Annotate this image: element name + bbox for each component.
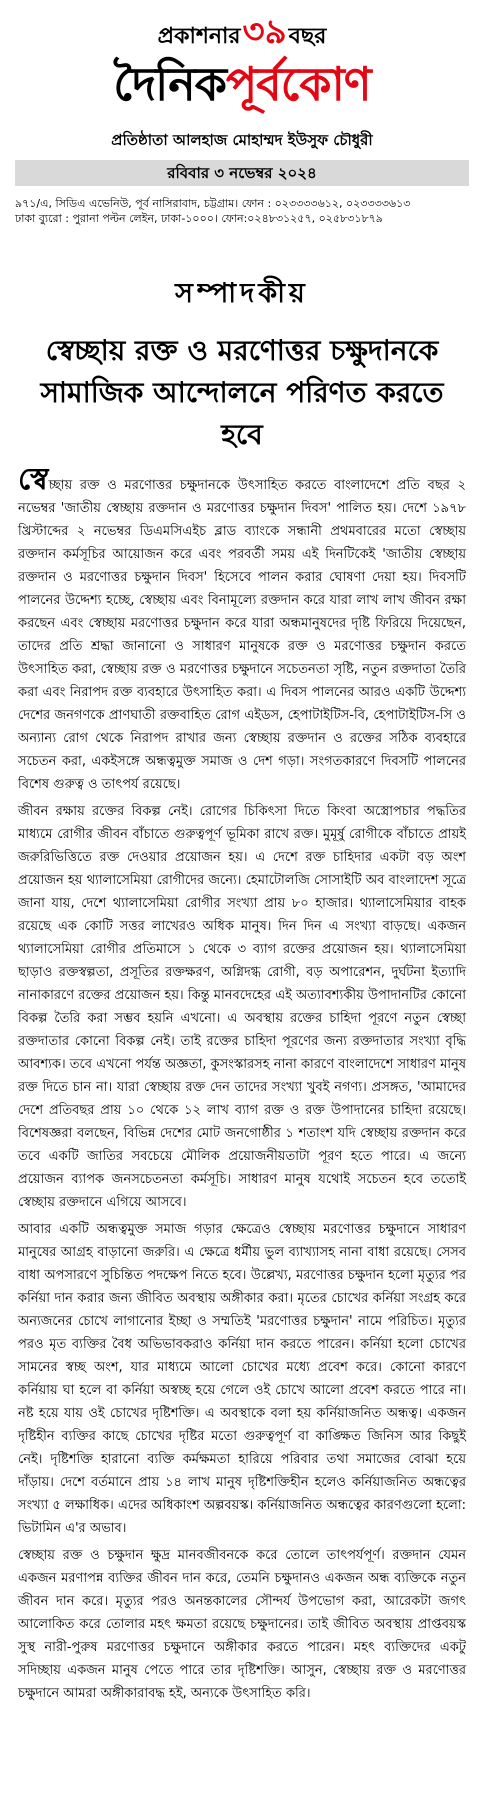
date-bar	[15, 160, 469, 186]
issue-date: রবিবার ৩ নভেম্বর ২০২৪	[167, 164, 317, 182]
anniversary-suffix: বছর	[288, 23, 327, 49]
brand-red: পূর্বকোণ	[225, 57, 371, 111]
paragraph-1-text: চ্ছায় রক্ত ও মরণোত্তর চক্ষুদানকে উৎসাহিত করতে বাংলাদেশে প্রতি বছর ২ নভেম্বর 'জাতীয় স্বেচ্ছায় রক্তদান ও মরণোত্তর চক্ষুদান দিবস' পালিত হয়। দেশে ১৯৭৮ খ্রিস্টাব্দের ২ নভেম্বর ডিএমসিএইচ ব্লাড ব্যাংকে সন্ধানী প্রথমবারের মতো স্বেচ্ছায় রক্তদান কর্মসূচির আয়োজন করে এবং পরবর্তী সময় এই দিনটিকেই 'জাতীয় স্বেচ্ছায় রক্তদান ও মরণোত্তর চক্ষুদান দিবস' হিসেবে পালন করার ঘোষণা দেয়া হয়। দিবসটি পালনের উদ্দেশ্য হচ্ছে, স্বেচ্ছায় এবং বিনামূল্যে রক্তদান করে যারা লাখ লাখ জীবন রক্ষা করছেন এবং স্বেচ্ছায় মরণোত্তর চক্ষুদান করে যারা অন্ধমানুষদের দৃষ্টি ফিরিয়ে দিয়েছেন, তাদের প্রতি শ্রদ্ধা জানানো ও সাধারণ মানুষকে রক্ত ও মরণোত্তর চক্ষুদান করতে উৎসাহিত করা, স্বেচ্ছায় রক্ত ও মরণোত্তর চক্ষুদানে সচেতনতা সৃষ্টি, নতুন রক্তদাতা তৈরি করা এবং নিরাপদ রক্ত ব্যবহারে উৎসাহিত করা। এ দিবস পালনের আরও একটি উদ্দেশ্য দেশের জনগণকে প্রাণঘাতী রক্তবাহিত রোগ এইডস, হেপাটাইটিস-বি, হেপাটাইটিস-সি ও অন্যান্য রোগ থেকে নিরাপদ রাখার জন্য স্বেচ্ছায় রক্তদান ও রক্তের সঠিক ব্যবহারে সচেতন করা, একইসঙ্গে অন্ধত্বমুক্ত সমাজ ও দেশ গড়া। সংগতকারণে দিবসটি পালনের বিশেষ গুরুত্ব ও তাৎপর্য রয়েছে।	[18, 478, 466, 792]
address-line-1: ৯৭১/এ, সিডিএ এভেনিউ, পূর্ব নাসিরাবাদ, চট্টগ্রাম। ফোন : ০২৩৩৩৩৬১২, ০২৩৩৩৩৬১৩	[15, 197, 411, 210]
drop-cap: স্বে	[18, 462, 49, 497]
editorial-section	[0, 276, 484, 1705]
address-line-2: ঢাকা ব্যুরো : পুরানা পল্টন লেইন, ঢাকা-১০০০। ফোন:০২৪৮৩১২৫৭, ০২৫৮৩১৮৭৯	[15, 212, 383, 225]
paragraph-3: আবার একটি অন্ধত্বমুক্ত সমাজ গড়ার ক্ষেত্রেও স্বেচ্ছায় মরণোত্তর চক্ষুদানে সাধারণ মানুষের আগ্রহ বাড়ানো জরুরি। এ ক্ষেত্রে ধর্মীয় ভুল ব্যাখ্যাসহ নানা বাধা রয়েছে। সেসব বাধা অপসারণে সুচিন্তিত পদক্ষেপ নিতে হবে। উল্লেখ্য, মরণোত্তর চক্ষুদান হলো মৃত্যুর পর কর্নিয়া দান করার জন্য জীবিত অবস্থায় অঙ্গীকার করা। মৃতের চোখের কর্নিয়া সংগ্রহ করে অন্যজনের চোখে লাগানোর ইচ্ছা ও সম্মতিই 'মরণোত্তর চক্ষুদান' নামে পরিচিত। মৃত্যুর পরও মৃত ব্যক্তির বৈধ অভিভাবকরাও কর্নিয়া দান করতে পারেন। কর্নিয়া হলো চোখের সামনের স্বচ্ছ অংশ, যার মাধ্যমে আলো চোখের মধ্যে প্রবেশ করে। কোনো কারণে কর্নিয়ায় ঘা হলে বা কর্নিয়া অস্বচ্ছ হয়ে গেলে ওই চোখে আলো প্রবেশ করতে পারে না। নষ্ট হয়ে যায় ওই চোখের দৃষ্টিশক্তি। এ অবস্থাকে বলা হয় কর্নিয়াজনিত অন্ধত্ব। একজন দৃষ্টিহীন ব্যক্তির কাছে চোখের দৃষ্টির মতো গুরুত্বপূর্ণ বা কাঙ্ক্ষিত জিনিস আর কিছুই নেই। দৃষ্টিশক্তি হারানো ব্যক্তি কর্মক্ষমতা হারিয়ে পরিবার তথা সমাজের বোঝা হয়ে দাঁড়ায়। দেশে বর্তমানে প্রায় ১৪ লাখ মানুষ দৃষ্টিশক্তিহীন হলেও কর্নিয়াজনিত অন্ধত্বের সংখ্যা ৫ লক্ষাধিক। এদের অধিকাংশ অল্পবয়স্ক। কর্নিয়াজনিত অন্ধত্বের কারণগুলো হলো: ভিটামিন এ'র অভাব।	[18, 1222, 466, 1536]
anniversary-number: ৩৯	[242, 12, 287, 52]
paragraph-1	[18, 462, 466, 796]
newspaper-logo	[0, 54, 484, 114]
anniversary-banner	[0, 12, 484, 52]
section-label: সম্পাদকীয়	[175, 278, 309, 309]
masthead	[0, 0, 484, 226]
editorial-headline: স্বেচ্ছায় রক্ত ও মরণোত্তর চক্ষুদানকে সামাজিক আন্দোলনে পরিণত করতে হবে	[40, 334, 444, 451]
paragraph-2: জীবন রক্ষায় রক্তের বিকল্প নেই। রোগের চিকিৎসা দিতে কিংবা অস্ত্রোপচার পদ্ধতির মাধ্যমে রোগীর জীবন বাঁচাতে গুরুত্বপূর্ণ ভূমিকা রাখে রক্ত। মুমূর্ষু রোগীকে বাঁচাতে প্রায়ই জরুরিভিত্তিতে রক্ত দেওয়ার প্রয়োজন হয়। এ দেশে রক্ত চাহিদার একটা বড় অংশ প্রয়োজন হয় থ্যালাসেমিয়া রোগীদের জন্যে। হেমাটোলজি সোসাইটি অব বাংলাদেশ সূত্রে জানা যায়, দেশে থ্যালাসেমিয়া রোগীর সংখ্যা প্রায় ৮০ হাজার। থ্যালাসেমিয়ার বাহক রয়েছে এক কোটি সত্তর লাখেরও অধিক মানুষ। দিন দিন এ সংখ্যা বাড়ছে। একজন থ্যালাসেমিয়া রোগীর প্রতিমাসে ১ থেকে ৩ ব্যাগ রক্তের প্রয়োজন হয়। থ্যালাসেমিয়া ছাড়াও রক্তস্বল্পতা, প্রসূতির রক্তক্ষরণ, অগ্নিদগ্ধ রোগী, বড় অপারেশন, দুর্ঘটনা ইত্যাদি নানাকারণে রক্তের প্রয়োজন হয়। কিন্তু মানবদেহের এই অত্যাবশ্যকীয় উপাদানটির কোনো বিকল্প তৈরি করা সম্ভব হয়নি এখনো। এ অবস্থায় রক্তের চাহিদা পূরণে নতুন স্বেচ্ছা রক্তদাতার কোনো বিকল্প নেই। তাই রক্তের চাহিদা পূরণের জন্য রক্তদাতার সংখ্যা বৃদ্ধি আবশ্যক। তবে এখনো পর্যন্ত অজ্ঞতা, কুসংস্কারসহ নানা কারণে বাংলাদেশে সাধারণ মানুষ রক্ত দিতে চান না। যারা স্বেচ্ছায় রক্ত দেন তাদের সংখ্যা খুবই নগণ্য। প্রসঙ্গত, 'আমাদের দেশে প্রতিবছর প্রায় ১০ থেকে ১২ লাখ ব্যাগ রক্ত ও রক্ত উপাদানের চাহিদা রয়েছে। বিশেষজ্ঞরা বলছেন, বিভিন্ন দেশের মোট জনগোষ্ঠীর ১ শতাংশ যদি স্বেচ্ছায় রক্তদান করে তবে একটি জাতির সবচেয়ে মৌলিক প্রয়োজনীয়তাটা পূরণ হতে পারে। এ জন্যে প্রয়োজন ব্যাপক জনসচেতনতা কর্মসূচি। সাধারণ মানুষ যথোই সচেতন হবে ততোই স্বেচ্ছায় রক্তদানে এগিয়ে আসবে।	[18, 804, 466, 1210]
address-block	[15, 196, 469, 226]
brand-black: দৈনিক	[113, 57, 226, 111]
founder-line: প্রতিষ্ঠাতা আলহাজ মোহাম্মদ ইউসুফ চৌধুরী	[111, 131, 373, 149]
article-body	[18, 462, 466, 1705]
anniversary-prefix: প্রকাশনার	[157, 23, 241, 49]
paragraph-4: স্বেচ্ছায় রক্ত ও চক্ষুদান ক্ষুদ্র মানবজীবনকে করে তোলে তাৎপর্যপূর্ণ। রক্তদান যেমন একজন মরণাপন্ন ব্যক্তির জীবন দান করে, তেমনি চক্ষুদানও একজন অন্ধ ব্যক্তিকে নতুন জীবন দান করে। মৃত্যুর পরও অনন্তকালের সৌন্দর্য উপভোগ করা, আরেকটা জগৎ আলোকিত করে তোলার মহৎ ক্ষমতা রয়েছে চক্ষুদানের। তাই জীবিত অবস্থায় প্রাপ্তবয়স্ক সুস্থ নারী-পুরুষ মরণোত্তর চক্ষুদানে অঙ্গীকার করতে পারেন। মহৎ ব্যক্তিদের একটু সদিচ্ছায় একজন মানুষ পেতে পারে তার দৃষ্টিশক্তি। আসুন, স্বেচ্ছায় রক্ত ও মরণোত্তর চক্ষুদানে আমরা অঙ্গীকারাবদ্ধ হই, অন্যকে উৎসাহিত করি।	[18, 1548, 466, 1701]
